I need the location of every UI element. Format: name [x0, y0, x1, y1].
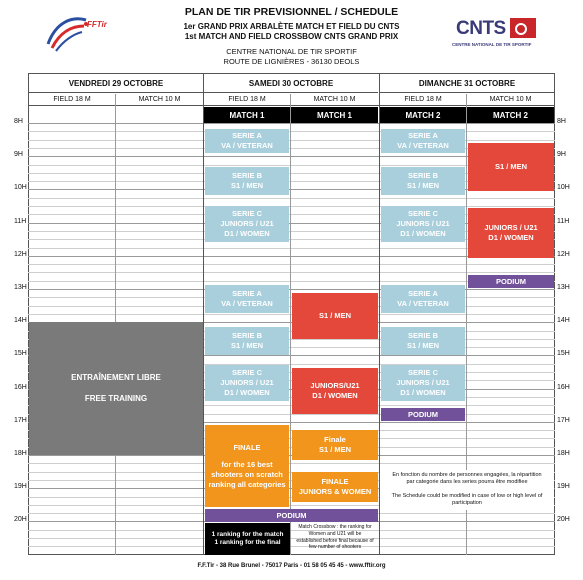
- hour-label-right: 10H: [557, 184, 570, 192]
- sat-podium: PODIUM: [205, 509, 378, 522]
- sat-field-match-label: MATCH 1: [204, 107, 290, 123]
- day-header-friday: VENDREDI 29 OCTOBRE: [29, 74, 203, 93]
- sun-field-serie-c-afternoon: SERIE C JUNIORS / U21 D1 / WOMEN: [381, 365, 465, 401]
- hour-label-left: 20H: [14, 516, 27, 524]
- sat-match-finale-men: Finale S1 / MEN: [292, 430, 378, 460]
- hour-label-right: 13H: [557, 284, 570, 291]
- sun-match-match-label: MATCH 2: [467, 107, 554, 123]
- quarter-line: [28, 264, 555, 265]
- hour-label-left: 8H: [14, 118, 23, 125]
- sun-field-serie-b-morning: SERIE B S1 / MEN: [381, 167, 465, 195]
- quarter-line: [28, 463, 555, 464]
- hour-label-right: 11H: [557, 217, 570, 225]
- fri-match-header: MATCH 10 M: [138, 96, 181, 103]
- hour-label-right: 18H: [557, 450, 570, 457]
- sat-field-serie-a-morning: SERIE A VA / VETERAN: [205, 129, 289, 153]
- hour-label-right: 9H: [557, 151, 566, 159]
- hour-label-left: 12H: [14, 250, 27, 258]
- sat-ranking-note: 1 ranking for the match 1 ranking for the final: [205, 523, 290, 555]
- fftir-logo-text: FFTir: [87, 20, 107, 29]
- sat-field-serie-b-afternoon: SERIE B S1 / MEN: [205, 327, 289, 355]
- quarter-line: [28, 206, 555, 207]
- hour-label-right: 20H: [557, 516, 570, 524]
- sat-match-header: MATCH 10 M: [313, 96, 356, 103]
- sun-match-s1-men: S1 / MEN: [468, 143, 554, 191]
- hour-label-left: 14H: [14, 317, 27, 325]
- quarter-line: [28, 131, 555, 132]
- sun-field-serie-c-morning: SERIE C JUNIORS / U21 D1 / WOMEN: [381, 206, 465, 242]
- sat-crossbow-note: Match Crossbow : the ranking for Women and U21 will be established before final because of few number of shooters: [296, 524, 374, 551]
- hour-label-left: 13H: [14, 284, 27, 291]
- event-title-en: 1st MATCH AND FIELD CROSSBOW CNTS GRAND PRIX: [184, 32, 399, 41]
- sun-field-podium: PODIUM: [381, 408, 465, 421]
- sun-match-podium: PODIUM: [468, 275, 554, 288]
- hour-label-left: 9H: [14, 151, 23, 159]
- cnts-logo-text: CNTS: [456, 18, 506, 39]
- hour-label-right: 8H: [557, 118, 566, 125]
- hour-label-left: 11H: [14, 217, 27, 225]
- sat-field-header: FIELD 18 M: [228, 96, 266, 103]
- venue-address: ROUTE DE LIGNIÈRES - 36130 DEOLS: [223, 57, 360, 66]
- hour-label-right: 19H: [557, 483, 570, 491]
- hour-label-right: 16H: [557, 383, 570, 391]
- sun-field-match-label: MATCH 2: [380, 107, 466, 123]
- cnts-logo: [446, 14, 556, 54]
- hour-label-right: 15H: [557, 350, 570, 358]
- sat-field-finale-block: FINALE for the 16 best shooters on scratch ranking all categories: [205, 425, 289, 507]
- quarter-line: [28, 272, 555, 273]
- hour-line: [28, 289, 555, 290]
- hour-line: [28, 123, 555, 124]
- sat-field-serie-c-afternoon: SERIE C JUNIORS / U21 D1 / WOMEN: [205, 365, 289, 401]
- sat-match-finale-juniors-women: FINALE JUNIORS & WOMEN: [292, 472, 378, 502]
- quarter-line: [28, 140, 555, 141]
- sun-field-serie-a-afternoon: SERIE A VA / VETERAN: [381, 285, 465, 313]
- sat-match-s1-men: S1 / MEN: [292, 293, 378, 339]
- hour-label-left: 19H: [14, 483, 27, 491]
- hour-label-right: 14H: [557, 317, 570, 325]
- schedule-title: PLAN DE TIR PREVISIONNEL / SCHEDULE: [184, 6, 399, 18]
- sun-field-header: FIELD 18 M: [404, 96, 442, 103]
- sun-field-serie-b-afternoon: SERIE B S1 / MEN: [381, 327, 465, 355]
- day-header-saturday: SAMEDI 30 OCTOBRE: [204, 74, 378, 93]
- hour-label-right: 12H: [557, 250, 570, 258]
- hour-label-left: 15H: [14, 350, 27, 358]
- sun-schedule-note: En fonction du nombre de personnes engagées, la répartition par categorie dans les series pourra être modifiee The Schedule could be modified in case of low or high level of participation: [380, 470, 554, 510]
- venue-name: CENTRE NATIONAL DE TIR SPORTIF: [226, 47, 357, 56]
- sun-match-header: MATCH 10 M: [489, 96, 532, 103]
- event-title-fr: 1er GRAND PRIX ARBALÈTE MATCH ET FIELD DU CNTS: [183, 22, 400, 31]
- hour-label-left: 16H: [14, 383, 27, 391]
- sat-match-juniors-women: JUNIORS/U21 D1 / WOMEN: [292, 368, 378, 414]
- sat-field-serie-b-morning: SERIE B S1 / MEN: [205, 167, 289, 195]
- fftir-logo: [42, 14, 110, 54]
- fri-field-header: FIELD 18 M: [53, 96, 91, 103]
- hour-label-right: 17H: [557, 416, 570, 424]
- quarter-line: [28, 198, 555, 199]
- sun-field-serie-a-morning: SERIE A VA / VETERAN: [381, 129, 465, 153]
- day-header-sunday: DIMANCHE 31 OCTOBRE: [380, 74, 554, 93]
- sat-match-match-label: MATCH 1: [291, 107, 378, 123]
- footer-contact: F.F.Tir - 38 Rue Brunel - 75017 Paris - 01 58 05 45 45 - www.fftir.org: [197, 563, 386, 569]
- sun-match-juniors-women: JUNIORS / U21 D1 / WOMEN: [468, 208, 554, 258]
- hour-label-left: 10H: [14, 184, 27, 192]
- hour-label-left: 18H: [14, 450, 27, 457]
- sat-field-serie-a-afternoon: SERIE A VA / VETERAN: [205, 285, 289, 313]
- cnts-logo-sub: CENTRE NATIONAL DE TIR SPORTIF: [452, 42, 532, 47]
- sat-field-serie-c-morning: SERIE C JUNIORS / U21 D1 / WOMEN: [205, 206, 289, 242]
- fri-free-training-block: ENTRAÎNEMENT LIBRE FREE TRAINING: [29, 322, 203, 455]
- hour-label-left: 17H: [14, 416, 27, 424]
